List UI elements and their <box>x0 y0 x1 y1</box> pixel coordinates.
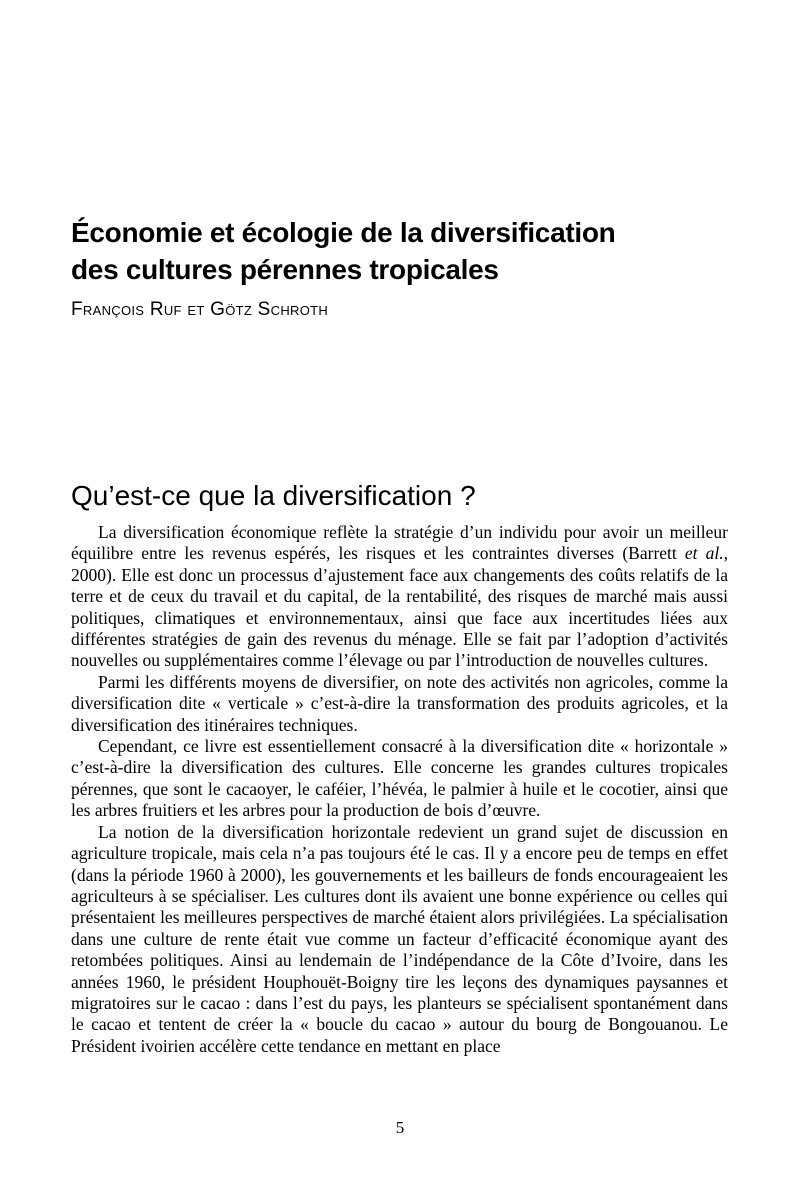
text-segment: Cependant, ce livre est essentiellement consacré à la diversification dite « horizontale » c’est-à-dire la diversification des cultures. Elle concerne les grandes cultures tropicales pérennes, que sont le cacaoyer, le caféier, l’hévéa, le palmier à huile et le cocotier, ainsi que les arbres fruitiers et les arbres pour la production de bois d’œuvre. <box>71 736 728 821</box>
section-heading: Qu’est-ce que la diversification ? <box>71 480 476 511</box>
paragraph <box>71 736 728 822</box>
paragraph <box>71 672 728 736</box>
text-segment: Parmi les différents moyens de diversifier, on note des activités non agricoles, comme la diversification dite « verticale » c’est-à-dire la transformation des produits agricoles, et la diversification des itinéraires techniques. <box>71 671 728 735</box>
italic-citation: et al. <box>684 543 724 564</box>
body-paragraphs <box>71 522 728 1057</box>
author-byline: François Ruf et Götz Schroth <box>71 299 329 320</box>
paragraph <box>71 822 728 1057</box>
chapter-title <box>71 214 731 288</box>
chapter-title-line1: Économie et écologie de la diversification <box>71 217 616 248</box>
page-number: 5 <box>395 1118 405 1137</box>
text-segment: La notion de la diversification horizontale redevient un grand sujet de discussion en agriculture tropicale, mais cela n’a pas toujours été le cas. Il y a encore peu de temps en effet (dans la période 1960 à 2000), les gouvernements et les bailleurs de fonds encourageaient les agriculteurs à se spécialiser. Les cultures dont ils avaient une bonne expérience ou celles qui présentaient les meilleures perspectives de marché étaient alors privilégiées. La spécialisation dans une culture de rente était vue comme un facteur d’efficacité économique ayant des retombées politiques. Ainsi au lendemain de l’indépendance de la Côte d’Ivoire, dans les années 1960, le président Houphouët-Boigny tire les leçons des dynamiques paysannes et migratoires sur le cacao : dans l’est du pays, les planteurs se spécialisent spontanément dans le cacao et tentent de créer la « boucle du cacao » autour du bourg de Bongouanou. Le Président ivoirien accélère cette tendance en mettant en place <box>71 821 728 1056</box>
text-segment: La diversification économique reflète la stratégie d’un individu pour avoir un meilleur équilibre entre les revenus espérés, les risques et les contraintes diverses (Barrett <box>71 522 728 564</box>
chapter-title-line2: des cultures pérennes tropicales <box>71 254 499 285</box>
paragraph <box>71 522 728 672</box>
text-segment: , 2000). Elle est donc un processus d’ajustement face aux changements des coûts relatifs de la terre et de ceux du travail et du capital, de la rentabilité, des risques de marché mais aussi politiques, climatiques et environnementaux, ainsi que face aux incertitudes liées aux différentes stratégies de gain des revenus du ménage. Elle se fait par l’adoption d’activités nouvelles ou supplémentaires comme l’élevage ou par l’introduction de nouvelles cultures. <box>71 543 728 671</box>
